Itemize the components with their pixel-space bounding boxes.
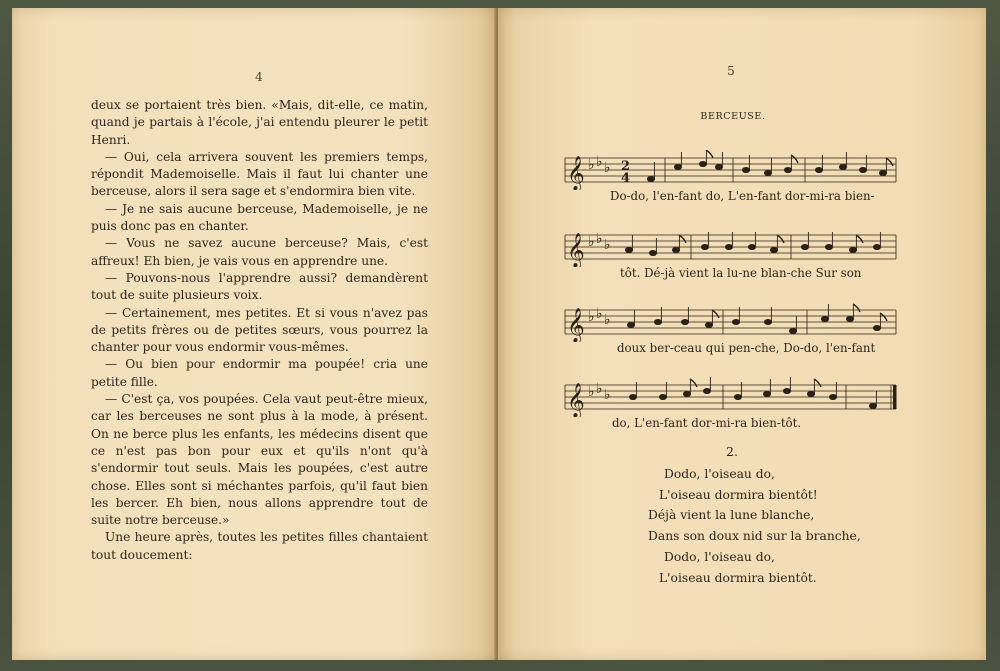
svg-text:𝄞: 𝄞	[567, 383, 585, 417]
left-page-text	[91, 97, 428, 564]
paragraph: deux se portaient très bien. «Mais, dit-elle, ce matin, quand je partais à l'école, j'ai entendu pleurer le petit Henri.	[91, 98, 428, 147]
svg-text:♭: ♭	[588, 309, 595, 325]
paragraph: — Ou bien pour endormir ma poupée! cria une petite fille.	[91, 357, 428, 389]
verse-text	[648, 464, 888, 588]
verse-line: Dans son doux nid sur la branche,	[648, 529, 861, 544]
verse-line: L'oiseau dormira bientôt.	[659, 570, 817, 585]
svg-text:𝄞: 𝄞	[567, 233, 585, 267]
svg-text:♭: ♭	[604, 387, 611, 403]
verse-line: Dodo, l'oiseau do,	[664, 467, 775, 481]
paragraph: — C'est ça, vos poupées. Cela vaut peut-être mieux, car les berceuses ne sont plus à la mode, à présent. On ne berce plus les enfants, les médecins disent que ce n'est pas bon pour eux et qu'ils n'ont qu'à s'endormir tout seuls. Mais les poupées, c'est autre chose. Elles sont si méchantes parfois, qu'il faut bien les bercer. Eh bien, nous allons apprendre tout de suite notre berceuse.»	[91, 392, 428, 528]
svg-text:𝄞: 𝄞	[567, 156, 585, 190]
song-title: BERCEUSE.	[700, 111, 766, 122]
svg-text:♭: ♭	[604, 160, 611, 176]
verse-line: Déjà vient la lune blanche,	[648, 508, 815, 523]
lyric-line: tôt. Dé-jà vient la lu-ne blan-che Sur son	[620, 266, 862, 280]
svg-text:♭: ♭	[596, 154, 603, 170]
svg-text:♭: ♭	[588, 157, 595, 173]
paragraph: — Vous ne savez aucune berceuse? Mais, c'est affreux! Eh bien, je vais vous en apprendre une.	[91, 236, 428, 268]
paragraph: — Certainement, mes petites. Et si vous n'avez pas de petits frères ou de petites sœurs, vous pourrez la chanter pour vous endormir vous-mêmes.	[91, 305, 428, 355]
svg-text:♭: ♭	[596, 381, 603, 397]
lyric-line: Do-do, l'en-fant do, L'en-fant dor-mi-ra bien-	[610, 189, 875, 203]
lyric-line: do, L'en-fant dor-mi-ra bien-tôt.	[612, 416, 802, 430]
left-page-number: 4	[255, 70, 263, 84]
time-signature-bottom: 4	[621, 171, 631, 186]
svg-text:♭: ♭	[596, 306, 603, 322]
verse-line: Dodo, l'oiseau do,	[664, 549, 775, 564]
svg-text:♭: ♭	[588, 384, 595, 400]
lyric-line: doux ber-ceau qui pen-che, Do-do, l'en-fant	[617, 341, 876, 355]
paragraph: Une heure après, toutes les petites filles chantaient tout doucement:	[91, 530, 428, 562]
right-page-number: 5	[727, 64, 735, 78]
music-staff-3	[563, 302, 898, 342]
svg-text:♭: ♭	[604, 312, 611, 328]
paragraph: — Pouvons-nous l'apprendre aussi? demandèrent tout de suite plusieurs voix.	[91, 270, 428, 303]
time-signature-top: 2	[621, 159, 631, 174]
paragraph: — Je ne sais aucune berceuse, Mademoiselle, je ne puis donc pas en chanter.	[91, 201, 428, 234]
verse-line: L'oiseau dormira bientôt!	[659, 487, 818, 502]
svg-text:𝄞: 𝄞	[567, 308, 585, 342]
music-staff-2	[563, 227, 898, 267]
svg-text:♭: ♭	[588, 234, 595, 250]
music-staff-4	[563, 377, 898, 417]
paragraph: — Oui, cela arrivera souvent les premiers temps, répondit Mademoiselle. Mais il faut lui chanter une berceuse, alors il sera sage et s'endormira bien vite.	[91, 149, 428, 199]
music-staff-1	[563, 150, 898, 190]
svg-text:♭: ♭	[604, 237, 611, 253]
verse-number: 2.	[726, 444, 738, 459]
svg-text:♭: ♭	[596, 231, 603, 247]
